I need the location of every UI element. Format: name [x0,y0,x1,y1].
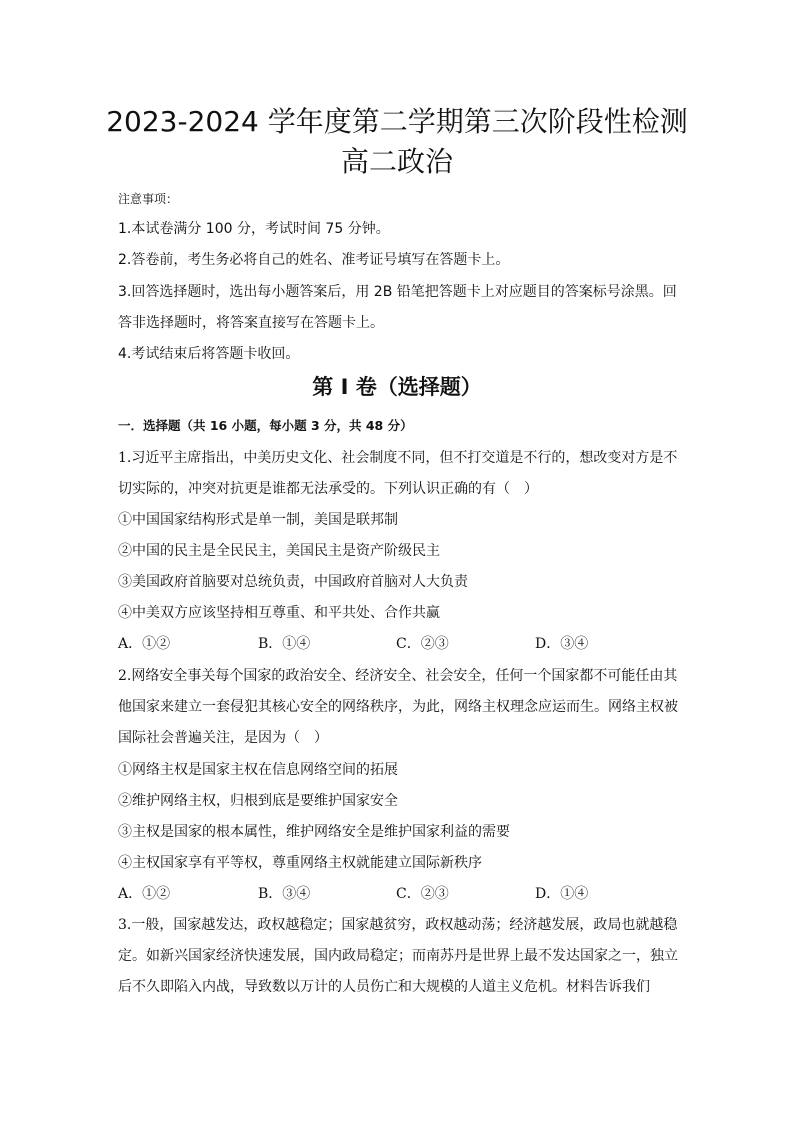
notice-item: 答非选择题时，将答案直接写在答题卡上。 [118,315,384,331]
exam-subject: 高二政治 [340,145,453,178]
question-2-statement: ④主权国家享有平等权，尊重网络主权就能建立国际新秩序 [118,855,482,871]
question-2-line: 他国家来建立一套侵犯其核心安全的网络秩序，为此，网络主权理念应运而生。网络主权被 [118,699,678,715]
part-heading: 一．选择题（共 16 小题，每小题 3 分，共 48 分） [118,418,413,433]
question-2-statement: ①网络主权是国家主权在信息网络空间的拓展 [118,762,398,778]
notice-item: 2.答卷前，考生务必将自己的姓名、准考证号填写在答题卡上。 [118,252,510,268]
question-1-statement: ②中国的民主是全民民主，美国民主是资产阶级民主 [118,543,440,559]
question-2-line: 2.网络安全事关每个国家的政治安全、经济安全、社会安全，任何一个国家都不可能任由其 [118,668,678,684]
notice-heading: 注意事项： [118,192,179,206]
notice-item: 1.本试卷满分 100 分，考试时间 75 分钟。 [118,221,390,237]
option-b: B．③④ [258,886,311,902]
question-1-line: 1.习近平主席指出，中美历史文化、社会制度不同，但不打交道是不行的，想改变对方是不 [118,450,678,466]
option-d: D．①④ [535,886,589,902]
option-c: C．②③ [396,636,449,652]
option-a: A．①② [118,636,171,652]
option-a: A．①② [118,886,171,902]
option-b: B．①④ [258,636,311,652]
question-1-statement: ④中美双方应该坚持相互尊重、和平共处、合作共赢 [118,605,440,621]
question-1-statement: ①中国国家结构形式是单一制，美国是联邦制 [118,512,398,528]
option-c: C．②③ [396,886,449,902]
question-2-line: 国际社会普遍关注，是因为（ ） [118,730,328,746]
question-1-line: 切实际的，冲突对抗更是谁都无法承受的。下列认识正确的有（ ） [118,481,538,497]
question-3-line: 定。如新兴国家经济快速发展，国内政局稳定；而南苏丹是世界上最不发达国家之一，独立 [118,948,678,964]
option-d: D．③④ [535,636,589,652]
exam-title: 2023-2024 学年度第二学期第三次阶段性检测 [106,105,688,138]
section-title: 第 I 卷（选择题） [312,375,482,399]
notice-item: 4.考试结束后将答题卡收回。 [118,346,300,362]
question-3-line: 后不久即陷入内战，导致数以万计的人员伤亡和大规模的人道主义危机。材料告诉我们 [118,979,650,995]
question-3-line: 3.一般，国家越发达，政权越稳定；国家越贫穷，政权越动荡；经济越发展，政局也就越稳 [118,917,678,933]
question-1-statement: ③美国政府首脑要对总统负责，中国政府首脑对人大负责 [118,574,468,590]
notice-item: 3.回答选择题时，选出每小题答案后，用 2B 铅笔把答题卡上对应题目的答案标号涂黑。回 [118,284,677,300]
question-2-statement: ②维护网络主权，归根到底是要维护国家安全 [118,793,398,809]
question-2-statement: ③主权是国家的根本属性，维护网络安全是维护国家利益的需要 [118,824,510,840]
